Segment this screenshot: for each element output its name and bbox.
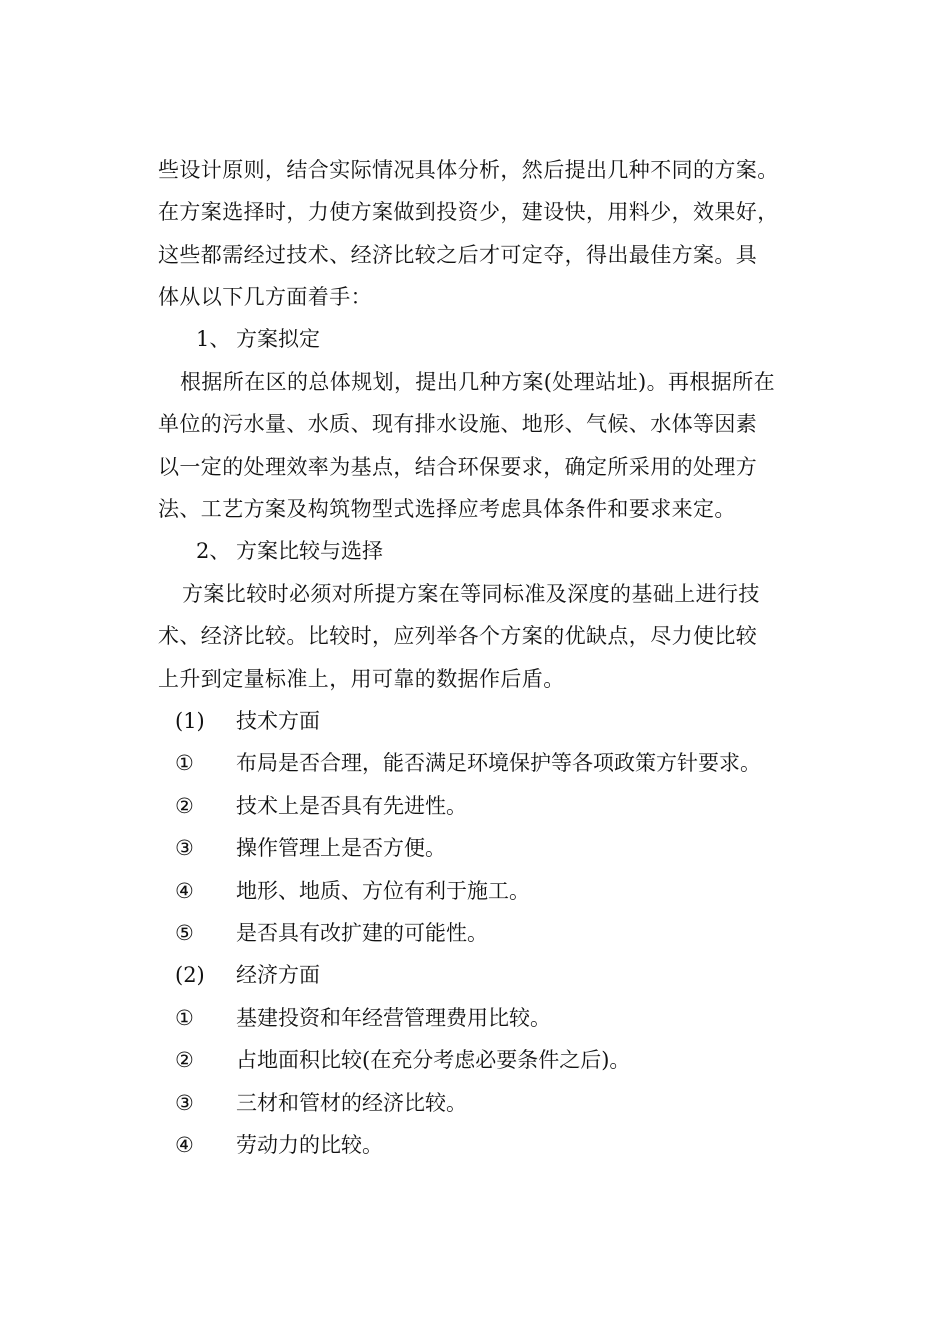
list-marker: ① [175, 1006, 194, 1030]
section1-line: 法、工艺方案及构筑物型式选择应考虑具体条件和要求来定。 [158, 497, 736, 521]
list-text: 三材和管材的经济比较。 [236, 1091, 467, 1115]
list-marker: ② [175, 1048, 194, 1072]
list-text: 占地面积比较(在充分考虑必要条件之后)。 [236, 1048, 631, 1072]
list-item [0, 918, 950, 948]
tech-title: 技术方面 [236, 709, 320, 733]
list-text: 布局是否合理，能否满足环境保护等各项政策方针要求。 [236, 751, 761, 775]
section2-number: 2、 [196, 539, 231, 563]
section1-line: 以一定的处理效率为基点，结合环保要求，确定所采用的处理方 [158, 455, 758, 479]
list-text: 基建投资和年经营管理费用比较。 [236, 1006, 551, 1030]
list-marker: ③ [175, 1091, 194, 1115]
list-item [0, 1045, 950, 1075]
list-item [0, 833, 950, 863]
list-marker: ③ [175, 836, 194, 860]
list-item [0, 791, 950, 821]
econ-marker: (2) [175, 963, 205, 987]
intro-line: 在方案选择时，力使方案做到投资少，建设快，用料少，效果好， [158, 200, 779, 224]
section2-line: 上升到定量标准上，用可靠的数据作后盾。 [158, 667, 565, 691]
tech-heading [0, 706, 950, 736]
econ-heading [0, 960, 950, 990]
list-marker: ④ [175, 1133, 194, 1157]
section2-line: 方案比较时必须对所提方案在等同标准及深度的基础上进行技 [182, 582, 760, 606]
section1-heading [196, 324, 320, 354]
list-marker: ④ [175, 879, 194, 903]
tech-marker: (1) [175, 709, 205, 733]
list-marker: ⑤ [175, 921, 194, 945]
list-text: 劳动力的比较。 [236, 1133, 383, 1157]
list-text: 是否具有改扩建的可能性。 [236, 921, 488, 945]
econ-title: 经济方面 [236, 963, 320, 987]
section1-line: 根据所在区的总体规划，提出几种方案(处理站址)。再根据所在 [180, 370, 775, 394]
section1-line: 单位的污水量、水质、现有排水设施、地形、气候、水体等因素 [158, 412, 758, 436]
list-marker: ① [175, 751, 194, 775]
list-text: 操作管理上是否方便。 [236, 836, 446, 860]
list-text: 地形、地质、方位有利于施工。 [236, 879, 530, 903]
intro-line: 这些都需经过技术、经济比较之后才可定夺，得出最佳方案。具 [158, 243, 758, 267]
list-item [0, 1130, 950, 1160]
section1-number: 1、 [196, 327, 231, 351]
intro-line: 些设计原则，结合实际情况具体分析，然后提出几种不同的方案。 [158, 158, 779, 182]
list-item [0, 1003, 950, 1033]
list-item [0, 876, 950, 906]
section2-line: 术、经济比较。比较时，应列举各个方案的优缺点，尽力使比较 [158, 624, 758, 648]
list-text: 技术上是否具有先进性。 [236, 794, 467, 818]
list-item [0, 748, 950, 778]
section2-heading [196, 536, 383, 566]
section2-title: 方案比较与选择 [236, 539, 383, 563]
section1-title: 方案拟定 [236, 327, 320, 351]
list-marker: ② [175, 794, 194, 818]
list-item [0, 1088, 950, 1118]
intro-line: 体从以下几方面着手： [158, 285, 372, 309]
